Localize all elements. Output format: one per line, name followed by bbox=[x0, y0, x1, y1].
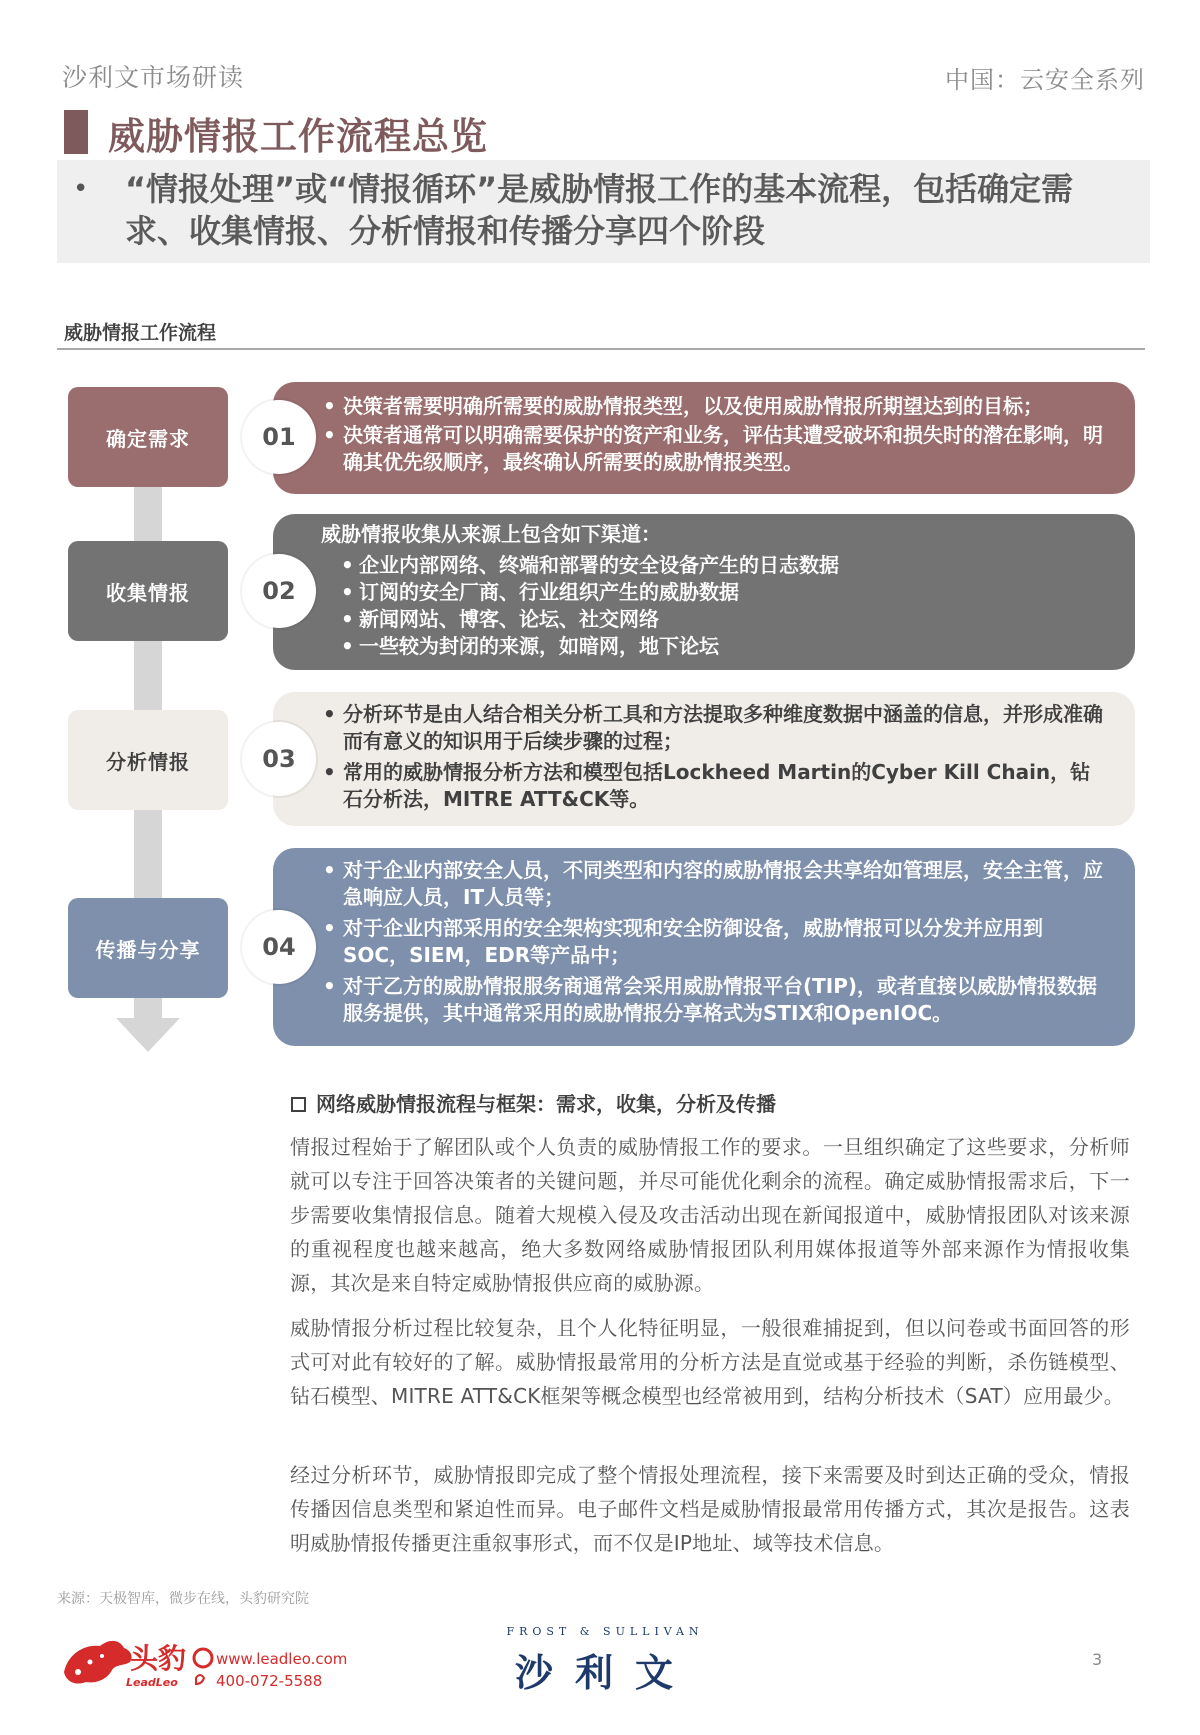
header-brand: 沙利文市场研读 bbox=[62, 63, 245, 92]
page-title: 威胁情报工作流程总览 bbox=[108, 115, 488, 158]
frost-sullivan-en: FROST & SULLIVAN bbox=[506, 1625, 704, 1638]
stage-panel-requirement bbox=[273, 382, 1135, 494]
source-note: 来源：天极智库，微步在线，头豹研究院 bbox=[57, 1591, 309, 1607]
stage1-bullet: • 决策者通常可以明确需要保护的资产和业务，评估其遭受破坏和损失时的潜在影响，明确其优先级顺序，最终确认所需要的威胁情报类型。 bbox=[321, 422, 1105, 476]
frost-sullivan-cn: 沙利文 bbox=[514, 1651, 695, 1695]
checkbox-square-icon bbox=[291, 1097, 306, 1112]
stage-panel-dissemination bbox=[273, 848, 1135, 1046]
stage2-bullet: • 订阅的安全厂商、行业组织产生的威胁数据 bbox=[339, 579, 1105, 606]
leadleo-en-name: LeadLeo bbox=[126, 1676, 178, 1689]
flow-arrow-down-icon bbox=[116, 1018, 180, 1052]
section-heading bbox=[291, 1088, 776, 1117]
stage-number-04: 04 bbox=[242, 910, 316, 984]
stage1-bullet: • 决策者需要明确所需要的威胁情报类型，以及使用威胁情报所期望达到的目标； bbox=[321, 393, 1105, 420]
header-series: 中国：云安全系列 bbox=[945, 66, 1145, 94]
leadleo-logo bbox=[60, 1632, 360, 1692]
section-paragraph: 威胁情报分析过程比较复杂，且个人化特征明显，一般很难捕捉到，但以问卷或书面回答的形式可对此有较好的了解。威胁情报最常用的分析方法是直觉或基于经验的判断，杀伤链模型、钻石模型、MITRE ATT&CK框架等概念模型也经常被用到，结构分析技术（SAT）应用最少。 bbox=[290, 1316, 1130, 1408]
summary-box bbox=[57, 160, 1150, 263]
stage4-bullet: • 对于乙方的威胁情报服务商通常会采用威胁情报平台(TIP)，或者直接以威胁情报数据服务提供，其中通常采用的威胁情报分享格式为STIX和OpenIOC。 bbox=[321, 973, 1105, 1027]
figure-divider bbox=[57, 348, 1145, 350]
section-heading-text: 网络威胁情报流程与框架：需求，收集，分析及传播 bbox=[316, 1092, 776, 1116]
stage2-bullet: • 一些较为封闭的来源，如暗网，地下论坛 bbox=[339, 633, 1105, 660]
stage-label-requirement: 确定需求 bbox=[68, 387, 228, 487]
stage-label-collection: 收集情报 bbox=[68, 541, 228, 641]
stage3-bullet: • 分析环节是由人结合相关分析工具和方法提取多种维度数据中涵盖的信息，并形成准确而有意义的知识用于后续步骤的过程； bbox=[321, 701, 1105, 755]
stage2-intro: 威胁情报收集从来源上包含如下渠道： bbox=[321, 522, 661, 546]
website-text: www.leadleo.com bbox=[216, 1650, 348, 1668]
page-number: 3 bbox=[1092, 1650, 1103, 1669]
stage-label-analysis: 分析情报 bbox=[68, 710, 228, 810]
stage-panel-collection bbox=[273, 514, 1135, 670]
stage4-bullet: • 对于企业内部采用的安全架构实现和安全防御设备，威胁情报可以分发并应用到SOC，SIEM，EDR等产品中； bbox=[321, 915, 1105, 969]
summary-bullet: • bbox=[73, 174, 89, 204]
leadleo-cn-name: 头豹 bbox=[130, 1642, 187, 1675]
stage-label-dissemination: 传播与分享 bbox=[68, 898, 228, 998]
stage2-bullet: • 企业内部网络、终端和部署的安全设备产生的日志数据 bbox=[339, 552, 1105, 579]
title-accent-bar bbox=[64, 110, 88, 154]
stage2-bullet: • 新闻网站、博客、论坛、社交网络 bbox=[339, 606, 1105, 633]
section-paragraph: 情报过程始于了解团队或个人负责的威胁情报工作的要求。一旦组织确定了这些要求，分析师就可以专注于回答决策者的关键问题，并尽可能优化剩余的流程。确定威胁情报需求后，下一步需要收集情报信息。随着大规模入侵及攻击活动出现在新闻报道中，威胁情报团队对该来源的重视程度也越来越高，绝大多数网络威胁情报团队利用媒体报道等外部来源作为情报收集源，其次是来自特定威胁情报供应商的威胁源。 bbox=[290, 1135, 1130, 1295]
frost-sullivan-logo bbox=[490, 1625, 720, 1705]
stage-panel-analysis bbox=[273, 692, 1135, 826]
section-paragraph: 经过分析环节，威胁情报即完成了整个情报处理流程，接下来需要及时到达正确的受众，情报传播因信息类型和紧迫性而异。电子邮件文档是威胁情报最常用传播方式，其次是报告。这表明威胁情报传播更注重叙事形式，而不仅是IP地址、域等技术信息。 bbox=[290, 1463, 1130, 1555]
stage-number-02: 02 bbox=[242, 554, 316, 628]
stage4-bullet: • 对于企业内部安全人员，不同类型和内容的威胁情报会共享给如管理层，安全主管，应急响应人员，IT人员等； bbox=[321, 857, 1105, 911]
phone-text: 400-072-5588 bbox=[216, 1672, 323, 1690]
stage-number-03: 03 bbox=[242, 722, 316, 796]
stage-number-01: 01 bbox=[242, 400, 316, 474]
stage3-bullet: • 常用的威胁情报分析方法和模型包括Lockheed Martin的Cyber Kill Chain，钻石分析法，MITRE ATT&CK等。 bbox=[321, 759, 1105, 813]
leopard-logo-icon bbox=[60, 1632, 360, 1694]
summary-text: “情报处理”或“情报循环”是威胁情报工作的基本流程，包括确定需求、收集情报、分析情报和传播分享四个阶段 bbox=[125, 170, 1074, 250]
figure-title: 威胁情报工作流程 bbox=[64, 322, 217, 344]
